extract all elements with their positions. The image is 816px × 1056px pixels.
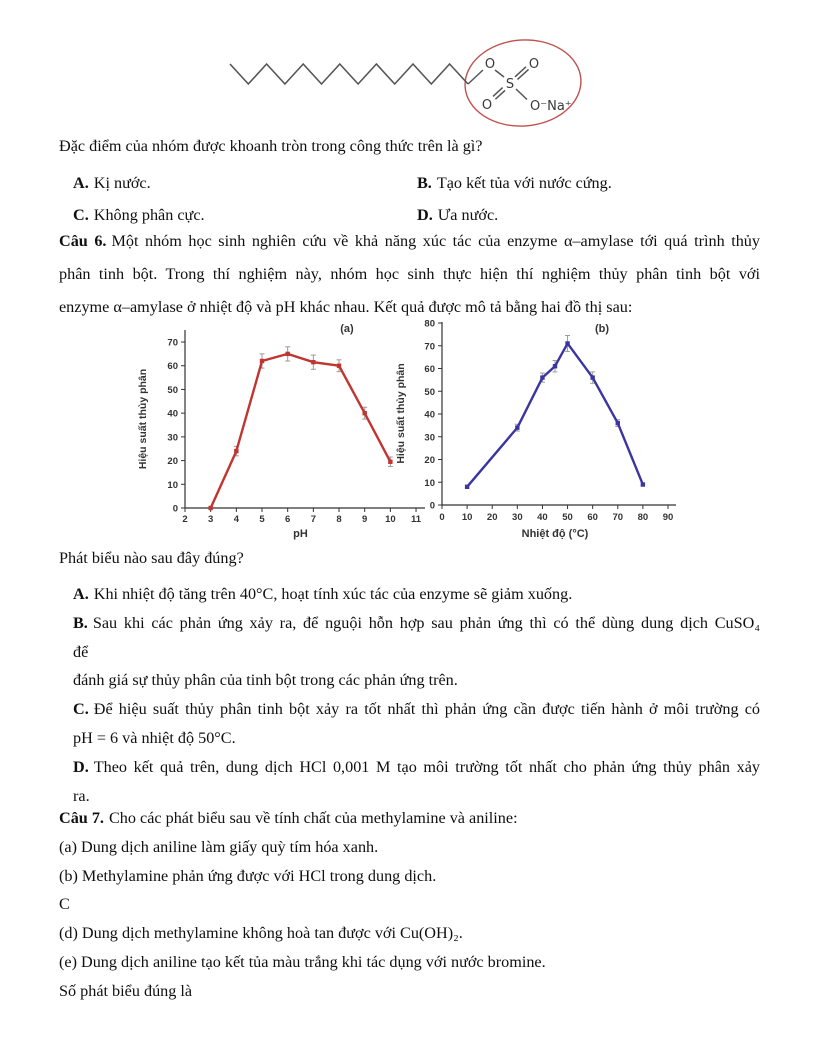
question7-block — [59, 804, 760, 1006]
line-text: Sau khi các phản ứng xảy ra, để nguội hỗn hợp sau phản ứng thì có thể dùng dung dịch CuSO₄ — [92, 613, 760, 632]
chart-ph-efficiency — [135, 316, 435, 550]
svg-text:40: 40 — [537, 512, 548, 523]
line-text: Để hiệu suất thủy phân tinh bột xảy ra tốt nhất thì phản ứng cần được tiến hành ở môi trường có — [93, 700, 760, 719]
svg-text:10: 10 — [424, 477, 435, 489]
line-text: để — [73, 642, 89, 661]
option-label: D. — [417, 206, 433, 224]
option-label: D. — [73, 757, 89, 776]
svg-text:80: 80 — [637, 512, 649, 523]
line-text: enzyme α–amylase ở nhiệt độ và pH khác nhau. Kết quả được mô tả bằng hai đồ thị sau: — [59, 298, 633, 316]
answer-option — [417, 167, 763, 199]
double-bond — [495, 90, 505, 99]
statement-line — [59, 638, 760, 667]
statement-line — [59, 919, 760, 948]
svg-text:Hiệu suất thủy phân: Hiệu suất thủy phân — [395, 363, 407, 464]
statement-line — [59, 580, 760, 609]
question6-followup: Phát biểu nào sau đây đúng? — [59, 549, 244, 567]
question5-options — [73, 167, 763, 231]
line-text: pH = 6 và nhiệt độ 50°C. — [73, 728, 236, 747]
svg-text:(a): (a) — [340, 323, 354, 335]
line-text: phân tinh bột. Trong thí nghiệm này, nhóm học sinh thực hiện thí nghiệm thủy phân tinh bột với — [59, 265, 760, 283]
option-label: C. — [73, 700, 89, 719]
atom-o-double-top: O — [528, 57, 540, 72]
svg-text:5: 5 — [259, 514, 265, 525]
line-text: (b) Methylamine phản ứng được với HCl trong dung dịch. — [59, 866, 437, 885]
option-label: B. — [73, 613, 88, 632]
svg-text:11: 11 — [411, 514, 422, 525]
svg-text:10: 10 — [385, 514, 396, 525]
atom-s: S — [505, 77, 515, 92]
svg-text:70: 70 — [612, 512, 624, 523]
svg-text:60: 60 — [587, 512, 598, 523]
line-text: (a) Dung dịch aniline làm giấy quỳ tím hóa xanh. — [59, 837, 379, 856]
svg-text:50: 50 — [562, 512, 573, 523]
option-label: A. — [73, 585, 89, 603]
atom-o-sodium: O⁻Na⁺ — [530, 99, 572, 114]
svg-text:50: 50 — [424, 386, 435, 398]
svg-text:(b): (b) — [594, 323, 610, 335]
question-number: Câu 6. — [59, 232, 107, 250]
svg-text:20: 20 — [424, 455, 435, 466]
svg-text:60: 60 — [167, 361, 178, 373]
text-line — [59, 225, 760, 258]
svg-text:6: 6 — [285, 514, 291, 525]
line-text: Một nhóm học sinh nghiên cứu về khả năng xúc tác của enzyme α–amylase tới quá trình thủy — [111, 232, 760, 250]
line-text: (e) Dung dịch aniline tạo kết tủa màu trắng khi tác dụng với nước bromine. — [59, 952, 546, 971]
svg-text:30: 30 — [512, 512, 523, 523]
bond — [495, 70, 504, 77]
line-text: đánh giá sự thủy phân của tinh bột trong các phản ứng trên. — [73, 671, 458, 690]
question6-statements — [59, 580, 760, 810]
statement-line — [59, 666, 760, 695]
line-text: (d) Dung dịch methylamine không hoà tan được với Cu(OH)₂. — [59, 924, 463, 943]
highlight-ellipse — [462, 38, 584, 130]
double-bond — [518, 69, 529, 79]
chart-temperature-efficiency — [393, 316, 693, 550]
svg-text:4: 4 — [233, 514, 239, 525]
molecule-structure — [225, 38, 585, 143]
double-bond — [515, 67, 526, 77]
atom-o-ester: O — [484, 57, 496, 72]
svg-text:9: 9 — [362, 514, 368, 525]
line-text: Theo kết quả trên, dung dịch HCl 0,001 M tạo môi trường tốt nhất cho phản ứng thủy phân xảy — [93, 757, 760, 776]
svg-text:50: 50 — [167, 384, 178, 396]
question5-prompt: Đặc điểm của nhóm được khoanh tròn trong công thức trên là gì? — [59, 137, 483, 155]
svg-text:60: 60 — [424, 364, 435, 375]
statement-line — [59, 753, 760, 782]
svg-text:pH: pH — [293, 528, 308, 540]
statement-line — [59, 695, 760, 724]
option-label: A. — [73, 174, 89, 192]
svg-text:10: 10 — [461, 512, 473, 523]
option-text: Kị nước. — [93, 174, 151, 192]
bond — [468, 70, 483, 84]
svg-text:0: 0 — [439, 512, 445, 523]
line-text: C — [59, 895, 70, 914]
svg-text:3: 3 — [208, 514, 214, 525]
svg-text:90: 90 — [662, 512, 674, 523]
svg-text:0: 0 — [429, 500, 435, 512]
atom-o-double-bottom: O — [481, 98, 493, 113]
svg-text:30: 30 — [424, 432, 435, 444]
statement-line — [59, 890, 760, 919]
text-line — [59, 258, 760, 291]
svg-text:20: 20 — [486, 512, 498, 523]
line-text: Khi nhiệt độ tăng trên 40°C, hoạt tính xúc tác của enzyme sẽ giảm xuống. — [93, 585, 573, 603]
statement-line — [59, 977, 760, 1006]
statement-line — [59, 724, 760, 753]
svg-text:70: 70 — [424, 341, 435, 353]
svg-text:20: 20 — [167, 456, 178, 468]
molecule-chain — [230, 64, 468, 84]
svg-text:0: 0 — [172, 503, 178, 515]
question6-intro — [59, 225, 760, 324]
svg-text:10: 10 — [167, 479, 178, 491]
svg-text:Hiệu suất thủy phân: Hiệu suất thủy phân — [137, 368, 149, 470]
svg-text:40: 40 — [167, 408, 178, 420]
statement-line — [59, 948, 760, 977]
svg-text:80: 80 — [424, 318, 435, 330]
statement-line — [59, 804, 760, 833]
svg-text:30: 30 — [167, 432, 178, 444]
option-label: C. — [73, 206, 89, 224]
line-text: Số phát biểu đúng là — [59, 981, 193, 1000]
question-number: Câu 7. — [59, 809, 104, 827]
option-text: Ưa nước. — [437, 206, 499, 224]
answer-option — [73, 167, 417, 199]
statement-line — [59, 862, 760, 891]
bond — [516, 89, 527, 100]
line-text: ra. — [73, 786, 90, 805]
svg-text:2: 2 — [182, 514, 188, 525]
line-text: Cho các phát biểu sau về tính chất của methylamine và aniline: — [108, 809, 518, 827]
svg-text:70: 70 — [167, 337, 178, 349]
svg-text:8: 8 — [336, 514, 342, 525]
option-text: Tạo kết tủa với nước cứng. — [436, 174, 612, 192]
option-text: Không phân cực. — [93, 206, 205, 224]
double-bond — [493, 88, 503, 97]
svg-text:40: 40 — [424, 409, 435, 421]
option-label: B. — [417, 174, 432, 192]
statement-line — [59, 833, 760, 862]
svg-text:7: 7 — [310, 514, 316, 525]
statement-line — [59, 609, 760, 638]
svg-text:Nhiệt độ (°C): Nhiệt độ (°C) — [521, 528, 589, 540]
